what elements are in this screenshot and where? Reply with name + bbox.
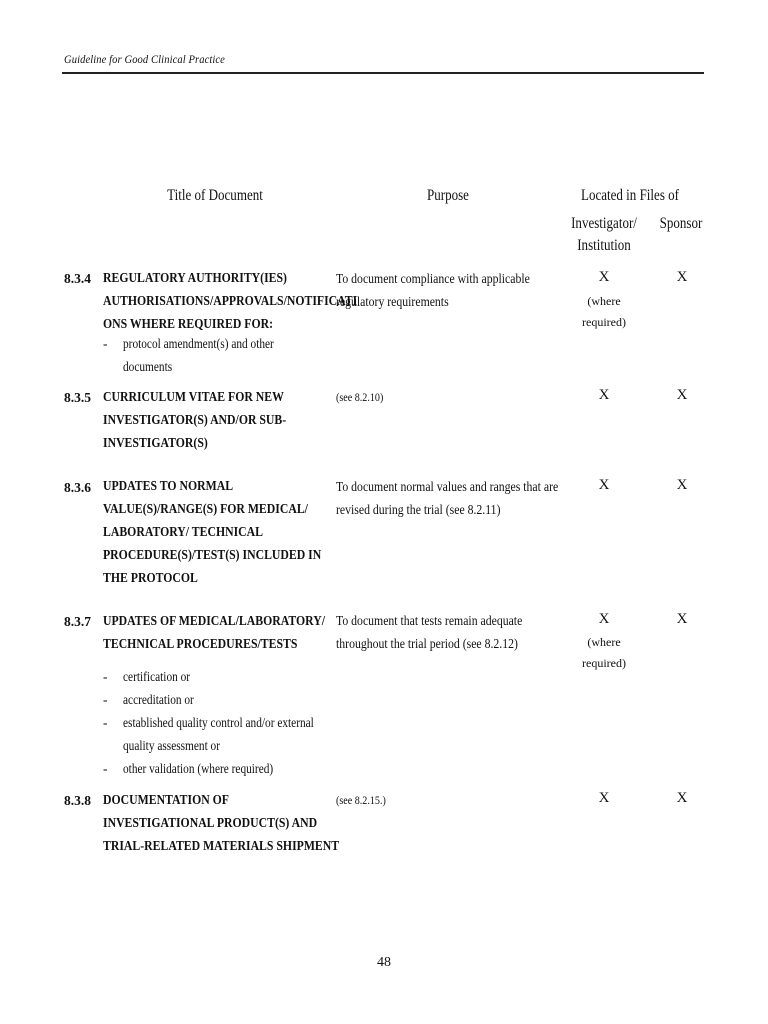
- row-purpose: To document that tests remain adequate throughout the trial period (see 8.2.12): [336, 614, 523, 652]
- investigator-mark: X: [598, 387, 610, 403]
- column-header-title: Title of Document: [167, 187, 263, 204]
- investigator-mark: X: [598, 790, 610, 806]
- column-header-purpose: Purpose: [427, 187, 469, 204]
- row-number: 8.3.4: [64, 271, 91, 286]
- row-number: 8.3.5: [64, 390, 91, 405]
- row-title: DOCUMENTATION OF INVESTIGATIONAL PRODUCT(S) AND TRIAL-RELATED MATERIALS SHIPMENT: [103, 793, 340, 854]
- bullet-item: - certification or: [103, 669, 191, 684]
- column-header-sponsor: Sponsor: [659, 215, 703, 232]
- row-purpose: (see 8.2.10): [336, 390, 384, 404]
- column-header-located: Located in Files of: [581, 187, 679, 204]
- sponsor-mark: X: [676, 477, 688, 493]
- row-title: REGULATORY AUTHORITY(IES) AUTHORISATIONS/APPROVALS/NOTIFICATI ONS WHERE REQUIRED FOR:: [103, 271, 358, 332]
- row-bullet-list: [103, 332, 333, 378]
- header-rule: [62, 72, 704, 74]
- bullet-item: - other validation (where required): [103, 761, 274, 776]
- row-bullet-list: [103, 665, 333, 780]
- investigator-note: (where required): [582, 635, 626, 670]
- sponsor-mark: X: [676, 269, 688, 285]
- investigator-mark: X: [598, 269, 610, 285]
- row-title: UPDATES OF MEDICAL/LABORATORY/ TECHNICAL PROCEDURES/TESTS: [103, 614, 325, 652]
- row-purpose: (see 8.2.15.): [336, 793, 386, 807]
- row-number: 8.3.6: [64, 480, 91, 495]
- investigator-mark: X: [598, 477, 610, 493]
- sponsor-mark: X: [676, 387, 688, 403]
- investigator-mark: X: [598, 611, 610, 627]
- row-number: 8.3.8: [64, 793, 91, 808]
- row-title: UPDATES TO NORMAL VALUE(S)/RANGE(S) FOR MEDICAL/ LABORATORY/ TECHNICAL PROCEDURE(S)/TEST(S) INCLUDED IN THE PROTOCOL: [103, 479, 322, 586]
- row-purpose: To document normal values and ranges that are revised during the trial (see 8.2.11): [336, 480, 559, 518]
- sponsor-mark: X: [676, 611, 688, 627]
- row-purpose: To document compliance with applicable regulatory requirements: [336, 272, 530, 310]
- bullet-item: - established quality control and/or external quality assessment or: [103, 715, 314, 753]
- running-header: Guideline for Good Clinical Practice: [64, 52, 225, 66]
- bullet-item: - accreditation or: [103, 692, 194, 707]
- row-title: CURRICULUM VITAE FOR NEW INVESTIGATOR(S) AND/OR SUB- INVESTIGATOR(S): [103, 390, 287, 451]
- sponsor-mark: X: [676, 790, 688, 806]
- investigator-note: (where required): [582, 294, 626, 329]
- column-header-investigator: Investigator/ Institution: [571, 215, 637, 254]
- row-number: 8.3.7: [64, 614, 91, 629]
- page-number: 48: [377, 955, 391, 970]
- bullet-item: - protocol amendment(s) and other documents: [103, 336, 274, 374]
